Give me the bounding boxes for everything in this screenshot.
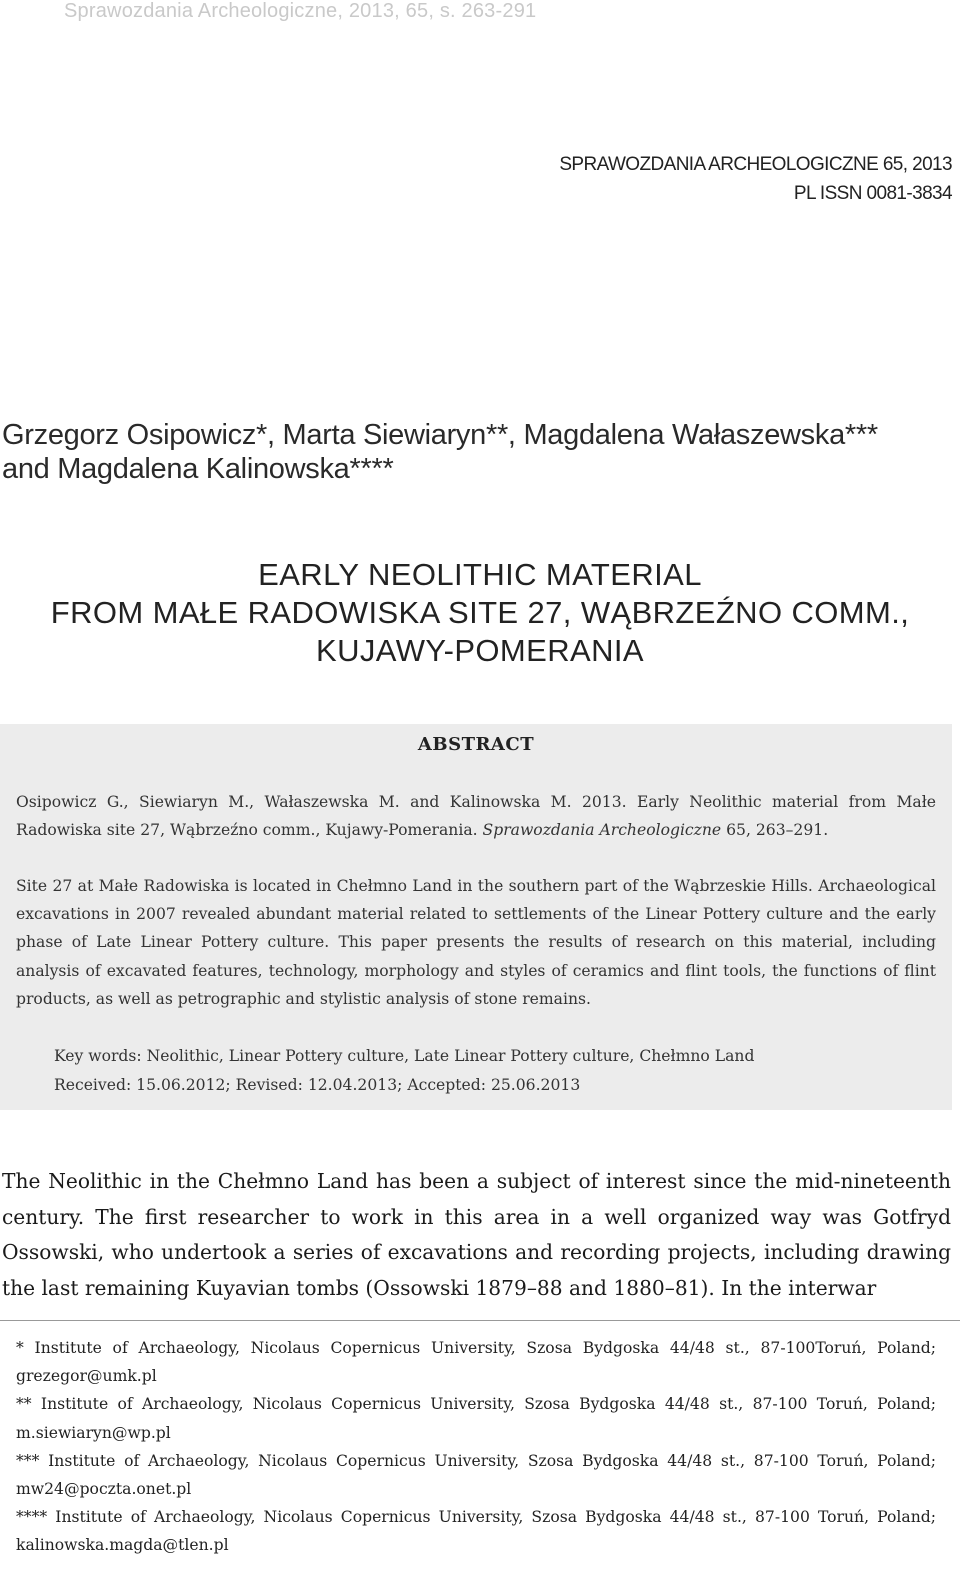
author-list [2, 418, 958, 486]
journal-name: SPRAWOZDANIA ARCHEOLOGICZNE 65, 2013 [559, 154, 952, 175]
footnote-divider [0, 1320, 960, 1321]
citation-pages: 65, 263–291. [721, 821, 829, 839]
received-dates: Received: 15.06.2012; Revised: 12.04.2013; Accepted: 25.06.2013 [54, 1076, 581, 1094]
author-line-1: Grzegorz Osipowicz*, Marta Siewiaryn**, Magdalena Wałaszewska*** [2, 419, 878, 451]
title-line-3: KUJAWY-POMERANIA [316, 633, 644, 668]
abstract-summary: Site 27 at Małe Radowiska is located in Chełmno Land in the southern part of the Wąbrzeskie Hills. Archaeological excavations in 2007 revealed abundant material related to settlements of the Linear Pottery culture and the early phase of Late Linear Pottery culture. This paper presents the results of research on this material, including analysis of excavated features, technology, morphology and styles of ceramics and flint tools, the functions of flint products, as well as petrographic and stylistic analysis of stone remains. [16, 877, 936, 1008]
journal-issn: PL ISSN 0081-3834 [793, 183, 952, 204]
title-line-1: EARLY NEOLITHIC MATERIAL [258, 557, 702, 592]
abstract-citation [16, 788, 936, 844]
body-paragraph: The Neolithic in the Chełmno Land has been a subject of interest since the mid-nineteenth century. The first researcher to work in this area in a well organized way was Gotfryd Ossowski, who undertook a series of excavations and recording projects, including drawing the last remaining Kuyavian tombs (Ossowski 1879–88 and 1880–81). In the interwar [2, 1169, 951, 1300]
article-title [0, 556, 960, 670]
citation-journal: Sprawozdania Archeologiczne [482, 821, 722, 839]
journal-header [559, 150, 952, 208]
author-line-2: and Magdalena Kalinowska**** [2, 453, 394, 485]
abstract-heading: ABSTRACT [417, 734, 535, 755]
title-line-2: FROM MAŁE RADOWISKA SITE 27, WĄBRZEŹNO COMM., [50, 595, 910, 630]
source-watermark: Sprawozdania Archeologiczne, 2013, 65, s. 263-291 [64, 0, 537, 22]
footnotes [16, 1334, 936, 1560]
keywords-line: Key words: Neolithic, Linear Pottery culture, Late Linear Pottery culture, Chełmno Land [54, 1047, 755, 1065]
footnote-3: *** Institute of Archaeology, Nicolaus Copernicus University, Szosa Bydgoska 44/48 st., 87-100 Toruń, Poland; mw24@poczta.onet.pl [16, 1451, 936, 1499]
abstract-meta [54, 1042, 934, 1100]
citation-text: Osipowicz G., Siewiaryn M., Wałaszewska M. and Kalinowska M. 2013. Early Neolithic material from Małe Radowiska site 27, Wąbrzeźno comm., Kujawy-Pomerania. [16, 793, 936, 839]
footnote-1: * Institute of Archaeology, Nicolaus Copernicus University, Szosa Bydgoska 44/48 st., 87-100Toruń, Poland; grezegor@umk.pl [16, 1339, 936, 1386]
footnote-2: ** Institute of Archaeology, Nicolaus Copernicus University, Szosa Bydgoska 44/48 st., 87-100 Toruń, Poland; m.siewiaryn@wp.pl [16, 1395, 936, 1442]
footnote-4: **** Institute of Archaeology, Nicolaus Copernicus University, Szosa Bydgoska 44/48 st., 87-100 Toruń, Poland; kalinowska.magda@tlen.pl [16, 1508, 936, 1555]
abstract-box [0, 724, 952, 1110]
